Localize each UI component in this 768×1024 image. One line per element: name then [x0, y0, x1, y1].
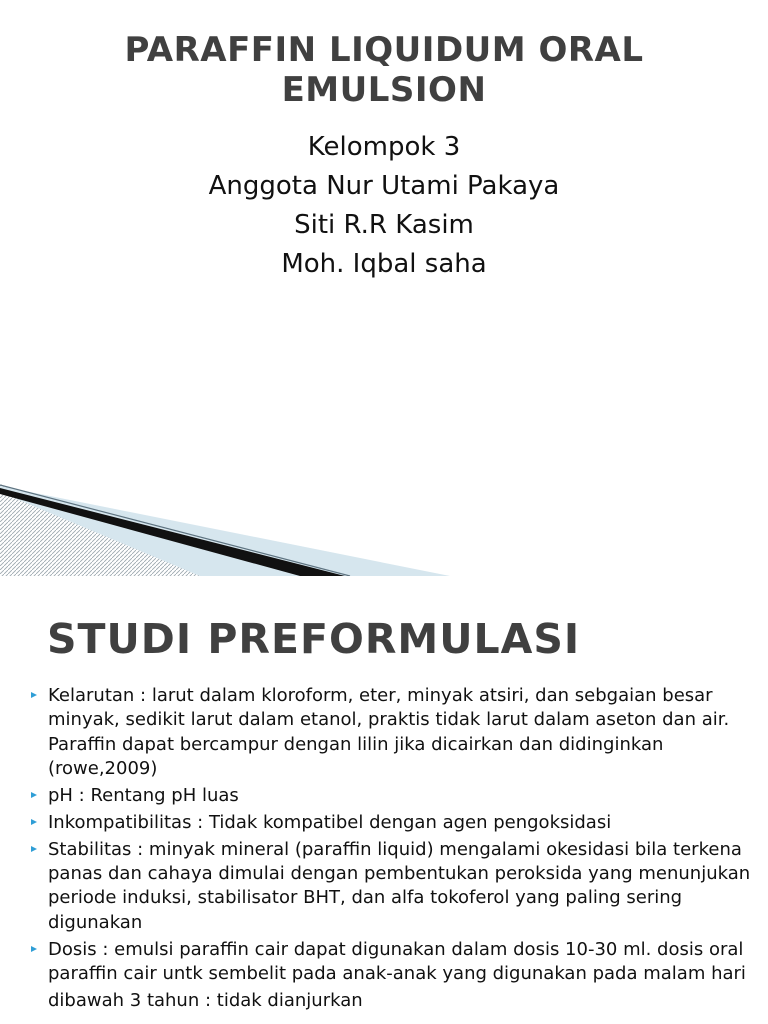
decorative-swoosh [0, 470, 768, 576]
content-title: STUDI PREFORMULASI [47, 615, 581, 663]
bullet-arrow-icon [31, 692, 37, 698]
continuation-text: dibawah 3 tahun : tidak dianjurkan [48, 990, 363, 1011]
title-line-1: PARAFFIN LIQUIDUM ORAL [124, 30, 644, 70]
bullet-text: pH : Rentang pH luas [48, 784, 239, 806]
subtitle-line-2: Anggota Nur Utami Pakaya [208, 171, 560, 201]
bullet-item [30, 784, 760, 808]
slide-title [0, 30, 768, 110]
bullet-text: Kelarutan : larut dalam kloroform, eter, minyak atsiri, dan sebgaian besar minyak, sedikit larut dalam etanol, praktis tidak larut dalam aseton dan air. Paraffin dapat bercampur dengan lilin jika dicairkan dan didinginkan (rowe,2009) [48, 685, 730, 779]
subtitle-line-1: Kelompok 3 [307, 132, 461, 162]
slide-subtitle [0, 128, 768, 284]
bullet-item [30, 811, 760, 835]
bullet-text: Stabilitas : minyak mineral (paraffin liquid) mengalami okesidasi bila terkena panas dan cahaya dimulai dengan pembentukan peroksida yang menunjukan periode induksi, stabilisator BHT, dan alfa tokoferol yang paling sering digunakan [48, 838, 751, 933]
bullet-text: Dosis : emulsi paraffin cair dapat digunakan dalam dosis 10-30 ml. dosis oral paraffin cair untk sembelit pada anak-anak yang digunakan pada malam hari [48, 938, 746, 985]
bullet-arrow-icon [31, 792, 37, 798]
bullet-text: Inkompatibilitas : Tidak kompatibel dengan agen pengoksidasi [48, 811, 612, 833]
bullet-item [30, 838, 760, 935]
content-slide [0, 576, 768, 1024]
title-line-2: EMULSION [281, 70, 487, 110]
bullet-arrow-icon [31, 946, 37, 952]
bullet-arrow-icon [31, 846, 37, 852]
bullet-arrow-icon [31, 819, 37, 825]
bullet-list [30, 684, 760, 1016]
bullet-item [30, 684, 760, 781]
bullet-item [30, 938, 760, 987]
subtitle-line-4: Moh. Iqbal saha [281, 249, 487, 279]
subtitle-line-3: Siti R.R Kasim [294, 210, 474, 240]
